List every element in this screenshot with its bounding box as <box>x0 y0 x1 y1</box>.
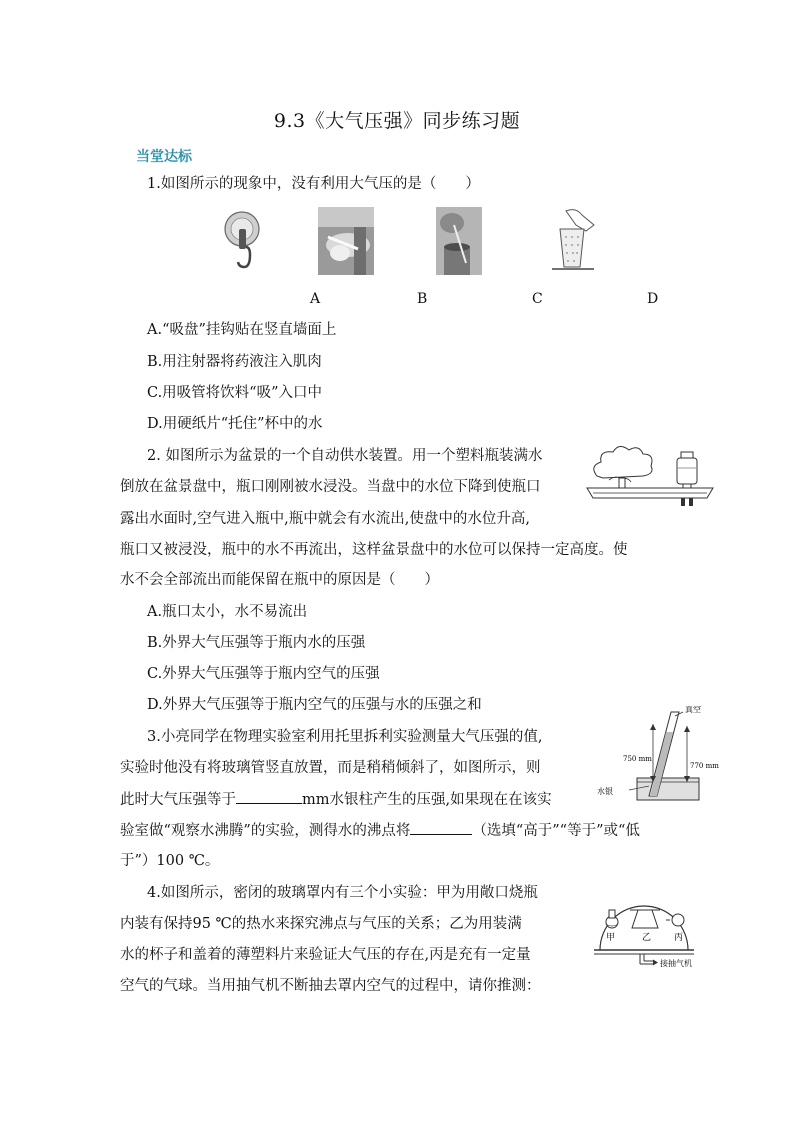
q2-option-b: B.外界大气压强等于瓶内水的压强 <box>147 635 366 651</box>
q3-line-3-start: 此时大气压强等于 <box>120 792 236 808</box>
q1-label-c: C <box>532 291 543 307</box>
q3-fig-770-label: 770 mm <box>690 762 719 770</box>
q1-option-a: A.“吸盘”挂钩贴在竖直墙面上 <box>147 322 337 338</box>
q4-line-4: 空气的气球。当用抽气机不断抽去罩内空气的过程中，请你推测： <box>120 978 541 994</box>
q3-line-2: 实验时他没有将玻璃管竖直放置，而是稍稍倾斜了，如图所示，则 <box>120 760 541 776</box>
q4-fig-bing-label: 丙 <box>674 933 684 943</box>
q2-line-4: 瓶口又被浸没，瓶中的水不再流出，这样盆景盘中的水位可以保持一定高度。使 <box>120 542 628 558</box>
page-title: 9.3《大气压强》同步练习题 <box>273 110 521 132</box>
q2-line-3: 露出水面时,空气进入瓶中,瓶中就会有水流出,使盘中的水位升高, <box>120 511 530 527</box>
q1-figure-d-paper-cup <box>548 207 598 275</box>
q1-label-b: B <box>417 291 428 307</box>
q2-line-1: 2. 如图所示为盆景的一个自动供水装置。用一个塑料瓶装满水 <box>147 448 543 464</box>
q1-option-d: D.用硬纸片“托住”杯中的水 <box>147 416 323 432</box>
q2-option-d: D.外界大气压强等于瓶内空气的压强与水的压强之和 <box>147 697 482 713</box>
q4-line-3: 水的杯子和盖着的薄塑料片来验证大气压的存在,丙是充有一定量 <box>120 947 531 963</box>
q3-line-3-end: mm水银柱产生的压强,如果现在在该实 <box>302 792 552 808</box>
q4-fig-pump-label: 接抽气机 <box>660 959 692 968</box>
q1-figure-c-straw-photo <box>436 207 482 275</box>
q1-label-d: D <box>647 291 659 307</box>
q1-figure-a-suction-hook <box>222 207 268 273</box>
q2-option-c: C.外界大气压强等于瓶内空气的压强 <box>147 666 380 682</box>
q2-line-2: 倒放在盆景盘中，瓶口刚刚被水浸没。当盘中的水位下降到使瓶口 <box>120 479 541 495</box>
q3-fig-vacuum-label: 真空 <box>685 706 701 714</box>
q3-line-4 <box>120 820 640 841</box>
section-heading: 当堂达标 <box>136 149 192 165</box>
q4-line-1: 4.如图所示，密闭的玻璃罩内有三个小实验：甲为用敞口烧瓶 <box>147 885 538 901</box>
q3-fig-mercury-label: 水银 <box>597 787 613 796</box>
q2-figure-bonsai-water-device <box>585 444 715 516</box>
q1-label-a: A <box>310 291 321 307</box>
q2-line-5: 水不会全部流出而能保留在瓶中的原因是（ ） <box>120 572 439 588</box>
q3-line-5: 于”）100 ℃。 <box>120 853 220 869</box>
q4-figure-bell-jar <box>590 876 720 976</box>
q4-line-2: 内装有保持95 ℃的热水来探究沸点与气压的关系；乙为用装满 <box>120 916 522 932</box>
q3-answer-blank-2[interactable] <box>410 820 472 835</box>
q3-line-4-end: （选填“高于”“等于”或“低 <box>472 823 640 839</box>
q2-option-a: A.瓶口太小，水不易流出 <box>147 604 308 620</box>
q1-stem: 1.如图所示的现象中，没有利用大气压的是（ ） <box>147 176 480 192</box>
q1-option-c: C.用吸管将饮料“吸”入口中 <box>147 385 323 401</box>
q4-fig-jia-label: 甲 <box>606 933 616 943</box>
q3-line-1: 3.小亮同学在物理实验室利用托里拆利实验测量大气压强的值, <box>147 729 543 745</box>
q3-figure-torricelli <box>591 706 721 804</box>
q1-figure-b-injection-photo <box>318 207 374 275</box>
q4-fig-yi-label: 乙 <box>642 933 652 943</box>
q3-line-4-start: 验室做“观察水沸腾”的实验，测得水的沸点将 <box>120 823 411 839</box>
q1-option-b: B.用注射器将药液注入肌肉 <box>147 354 322 370</box>
q3-line-3 <box>120 789 552 810</box>
q3-answer-blank-1[interactable] <box>236 789 302 804</box>
q3-fig-750-label: 750 mm <box>623 755 652 763</box>
